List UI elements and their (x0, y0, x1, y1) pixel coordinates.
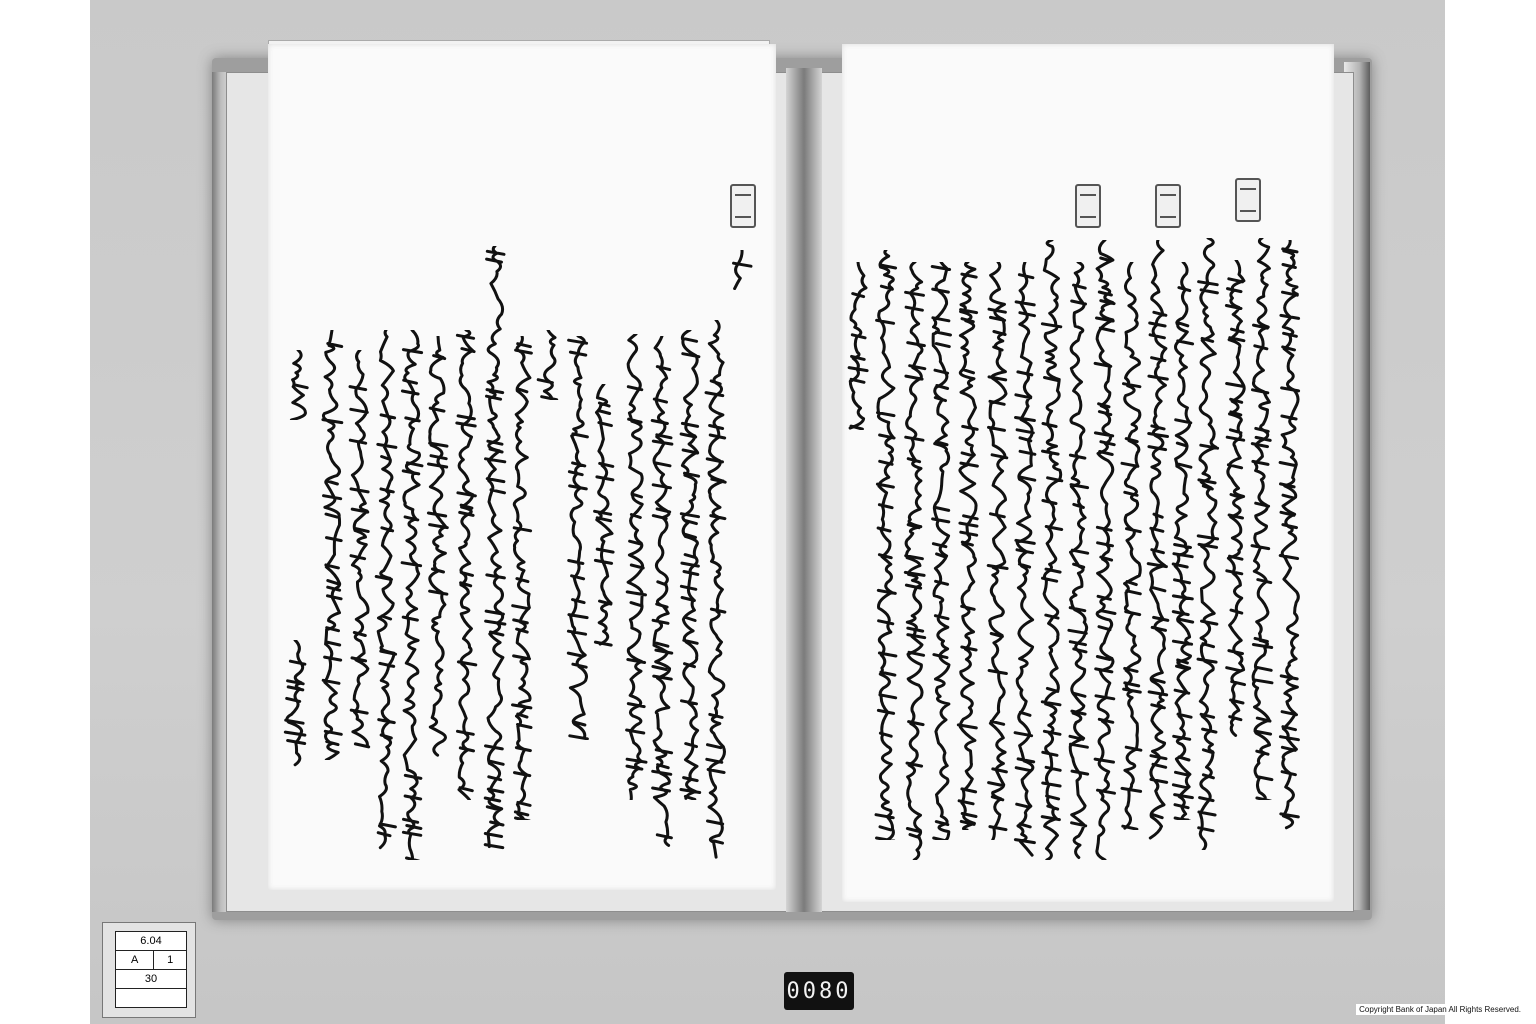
script-stroke (1226, 260, 1244, 735)
script-stroke (568, 336, 587, 739)
catalog-label-cell: A (116, 951, 154, 970)
script-column (285, 350, 311, 420)
copyright-notice: Copyright Bank of Japan All Rights Reserved. (1356, 1004, 1524, 1015)
catalog-label-cell: 1 (154, 951, 187, 970)
catalog-label-cell: 6.04 (116, 932, 187, 951)
script-column (1119, 262, 1145, 830)
script-column (902, 262, 928, 860)
script-stroke (1122, 262, 1141, 829)
script-stroke (1198, 238, 1218, 850)
script-stroke (595, 384, 614, 645)
script-stroke (291, 350, 307, 420)
script-stroke (350, 350, 369, 747)
script-column (425, 336, 451, 760)
script-column (1065, 262, 1091, 860)
script-column (928, 262, 954, 840)
script-column (1277, 240, 1303, 830)
script-column (591, 384, 617, 650)
script-stroke (402, 330, 422, 860)
script-column (1170, 262, 1196, 820)
script-stroke (1252, 238, 1272, 800)
script-column (565, 336, 591, 740)
script-stroke (905, 262, 925, 860)
script-stroke (988, 262, 1007, 840)
book-gutter (786, 68, 822, 912)
script-stroke (457, 330, 476, 800)
script-stroke (1095, 240, 1115, 860)
script-stroke (376, 330, 396, 848)
script-column (509, 336, 535, 820)
script-stroke (1015, 262, 1035, 855)
frame-number: 0080 (784, 972, 854, 1010)
script-stroke (285, 640, 305, 765)
script-column (873, 250, 899, 840)
script-column (535, 330, 561, 400)
script-column (1145, 240, 1171, 840)
script-column (729, 250, 755, 290)
script-stroke (958, 262, 977, 830)
script-stroke (681, 330, 700, 799)
catalog-label-cell: 30 (116, 970, 187, 989)
script-stroke (538, 330, 557, 400)
catalog-label-table (115, 931, 187, 1008)
script-stroke (513, 336, 532, 820)
script-column (1012, 262, 1038, 860)
script-stroke (652, 336, 672, 845)
script-column (677, 330, 703, 800)
script-column (649, 336, 675, 850)
script-column (845, 262, 871, 430)
script-stroke (627, 334, 646, 800)
script-column (1249, 238, 1275, 800)
script-column (955, 262, 981, 830)
script-stroke (706, 320, 725, 857)
script-column (1195, 238, 1221, 850)
script-column (282, 640, 308, 770)
seal-stamp (1075, 184, 1101, 228)
script-column (1223, 260, 1249, 740)
script-column (1092, 240, 1118, 860)
script-column (482, 246, 508, 850)
catalog-label-cell (116, 989, 187, 1008)
catalog-label (102, 922, 196, 1018)
script-stroke (485, 246, 505, 848)
script-column (1039, 240, 1065, 860)
script-stroke (1069, 262, 1088, 858)
script-stroke (932, 262, 950, 840)
script-stroke (734, 250, 752, 289)
script-stroke (1042, 240, 1062, 860)
seal-stamp (1235, 178, 1261, 222)
script-column (453, 330, 479, 800)
seal-stamp (730, 184, 756, 228)
script-stroke (428, 336, 447, 755)
script-column (319, 330, 345, 760)
seal-stamp (1155, 184, 1181, 228)
script-column (373, 330, 399, 850)
script-column (399, 330, 425, 860)
script-column (347, 350, 373, 750)
script-stroke (876, 250, 896, 840)
script-stroke (1173, 262, 1193, 820)
script-column (985, 262, 1011, 840)
script-stroke (323, 330, 342, 760)
script-stroke (849, 262, 867, 429)
script-column (623, 334, 649, 800)
script-column (703, 320, 729, 860)
script-stroke (1148, 240, 1168, 838)
script-stroke (1280, 240, 1299, 828)
